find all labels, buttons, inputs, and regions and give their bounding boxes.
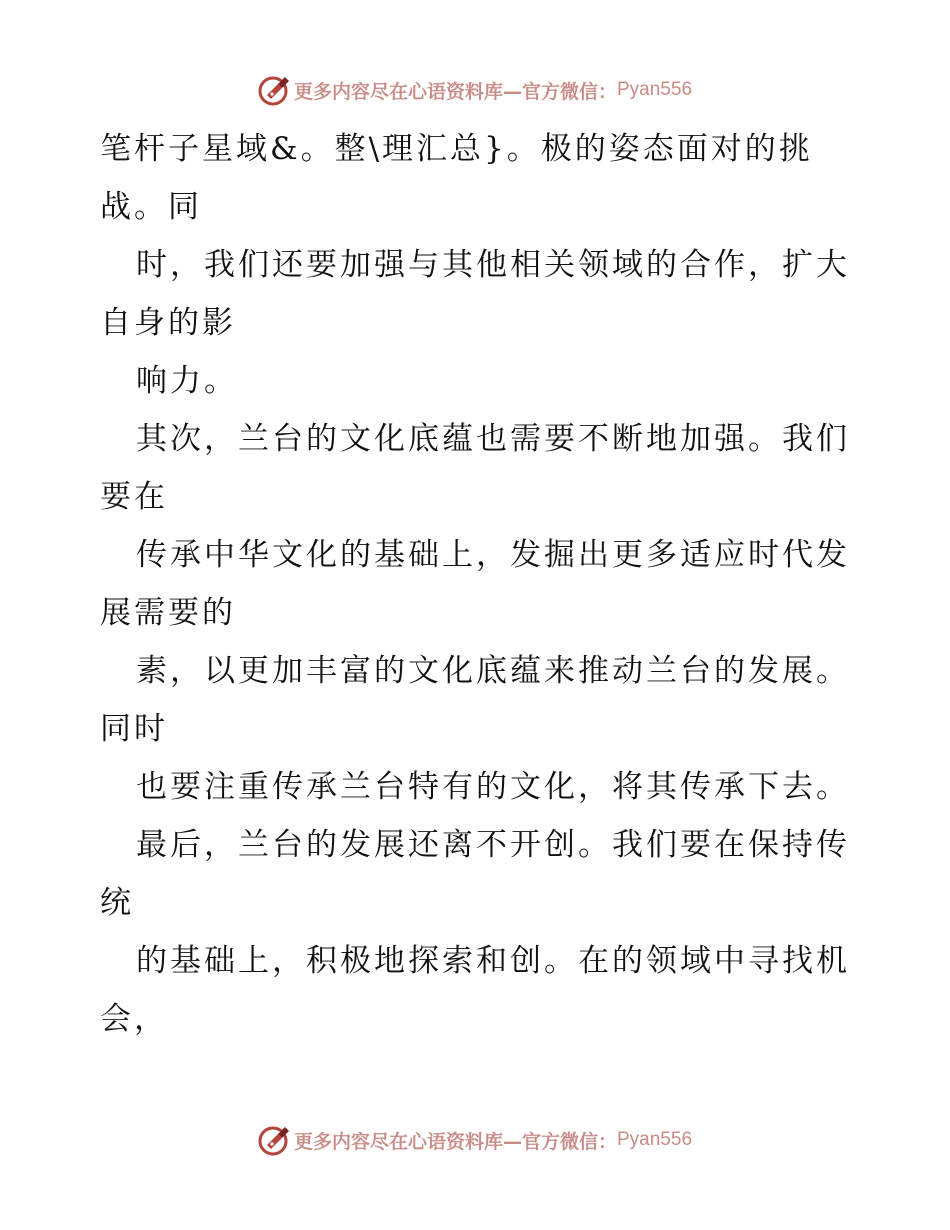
banner-text: 更多内容尽在心语资料库—官方微信： (293, 1130, 617, 1153)
text-line: 战。同 (100, 189, 202, 225)
pen-nib-logo-icon (258, 1123, 292, 1157)
text-line: 展需要的 (100, 595, 236, 631)
text-line: 笔杆子星域&。整\理汇总}。极的姿态面对的挑 (100, 131, 813, 167)
banner-text: 更多内容尽在心语资料库—官方微信： (293, 80, 617, 103)
text-line: 要在 (100, 479, 168, 515)
text-line: 其次，兰台的文化底蕴也需要不断地加强。我们 (136, 421, 850, 457)
text-line: 素，以更加丰富的文化底蕴来推动兰台的发展。 (136, 653, 850, 689)
text-line: 同时 (100, 711, 168, 747)
footer-banner (0, 1120, 950, 1160)
text-line: 时，我们还要加强与其他相关领域的合作，扩大 (136, 247, 850, 283)
text-line: 传承中华文化的基础上，发掘出更多适应时代发 (136, 537, 850, 573)
pen-nib-logo-icon (258, 73, 292, 107)
banner-wechat-id: Pyan556 (617, 1129, 693, 1150)
text-line: 响力。 (136, 363, 238, 399)
header-banner (0, 70, 950, 110)
document-body (100, 120, 860, 1048)
text-line: 自身的影 (100, 305, 236, 341)
text-line: 会， (100, 1001, 168, 1037)
text-line: 最后，兰台的发展还离不开创。我们要在保持传 (136, 827, 850, 863)
text-line: 统 (100, 885, 134, 921)
text-line: 也要注重传承兰台特有的文化，将其传承下去。 (136, 769, 850, 805)
text-line: 的基础上，积极地探索和创。在的领域中寻找机 (136, 943, 850, 979)
banner-wechat-id: Pyan556 (617, 79, 693, 100)
